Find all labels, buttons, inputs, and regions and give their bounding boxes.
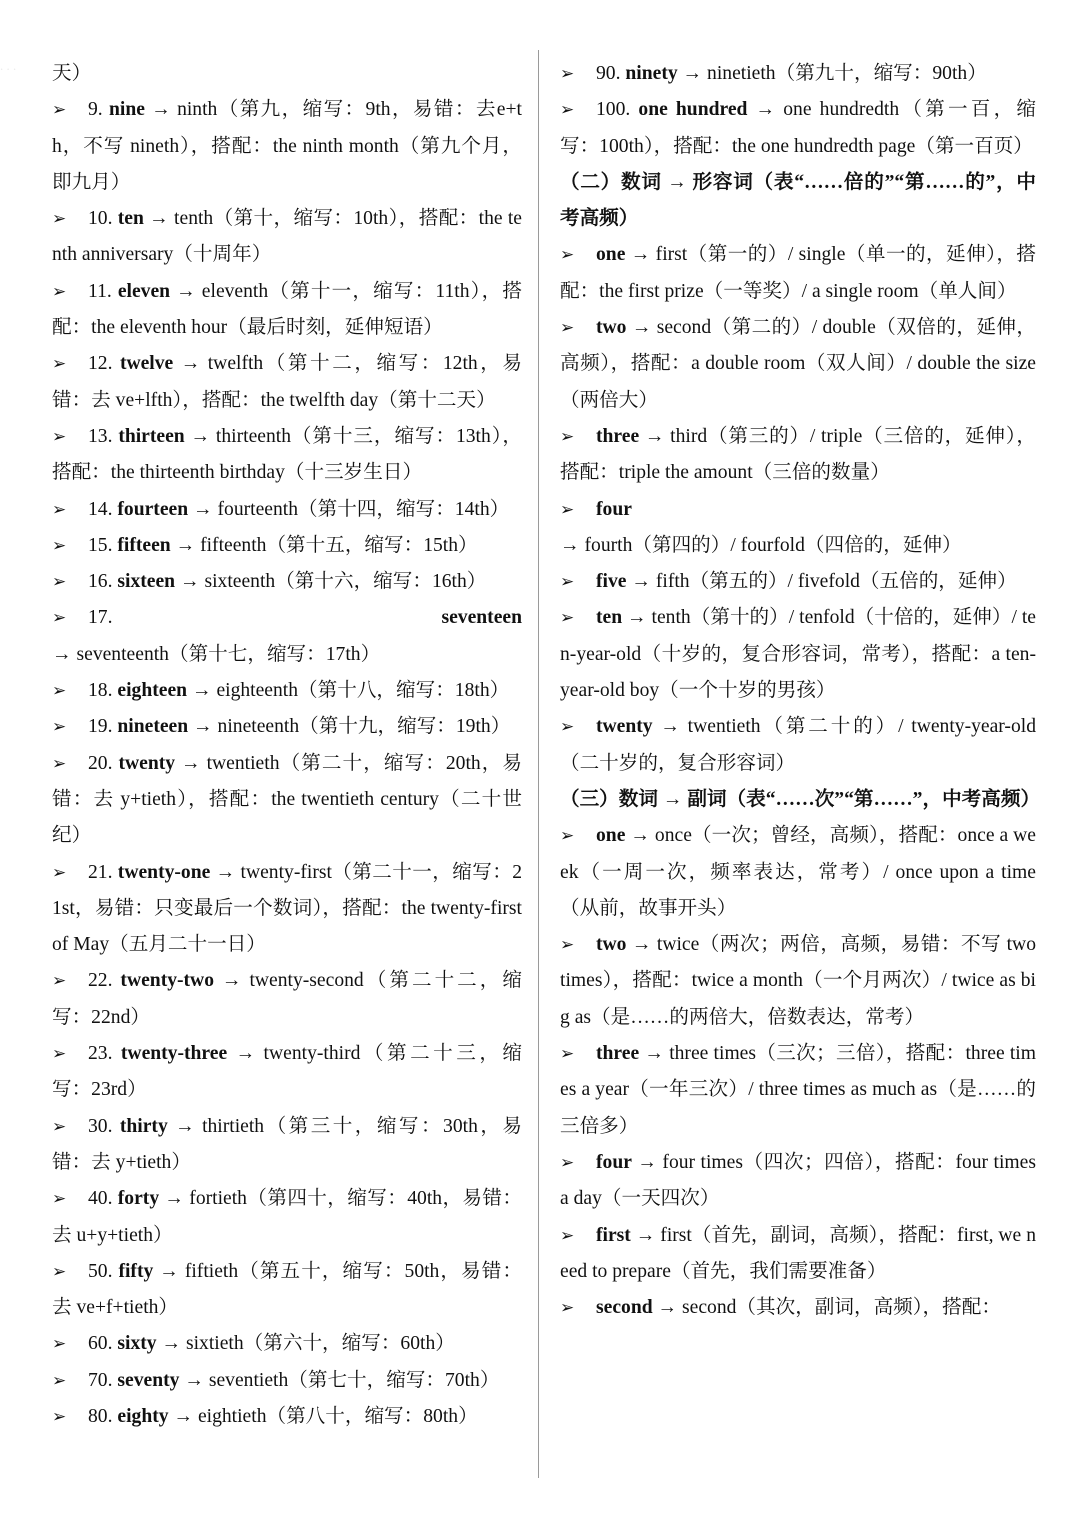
arrow-bullet-icon: ➢: [52, 681, 67, 702]
arrow-bullet-icon: ➢: [52, 426, 67, 447]
headword: eleven: [117, 280, 171, 302]
vocab-list-item: [560, 564, 1036, 600]
headword: first: [596, 1224, 631, 1246]
item-number: 50.: [88, 1260, 119, 1282]
arrow-bullet-icon: ➢: [560, 245, 575, 266]
item-description: → nineteenth（第十九，缩写：19th）: [188, 716, 511, 738]
vocab-list-item: [52, 274, 522, 347]
arrow-bullet-icon: ➢: [52, 1044, 67, 1065]
headword: fifteen: [117, 534, 171, 556]
item-number: 11.: [88, 280, 118, 302]
item-number: 14.: [88, 498, 118, 520]
headword: four: [596, 1151, 632, 1173]
item-description: → twentieth（第二十，缩写：20th，易错：去 y+tieth），搭配：the twentieth century（二十世纪）: [52, 752, 523, 847]
item-number: 10.: [88, 208, 118, 230]
arrow-bullet-icon: ➢: [52, 499, 67, 520]
headword: eighty: [117, 1405, 169, 1427]
headword: two: [596, 934, 627, 956]
vocab-list-item: [52, 1326, 522, 1362]
item-description: → once（一次；曾经，高频），搭配：once a week（一周一次，频率表达，常考）/ once upon a time（从前，故事开头）: [560, 825, 1036, 919]
item-number: 60.: [88, 1333, 118, 1355]
vocab-list-item: [52, 92, 522, 201]
arrow-bullet-icon: ➢: [560, 826, 575, 847]
arrow-bullet-icon: ➢: [52, 100, 67, 121]
arrow-bullet-icon: ➢: [52, 1116, 67, 1137]
item-number: 30.: [88, 1115, 120, 1137]
arrow-bullet-icon: ➢: [560, 717, 575, 738]
item-description: → thirteenth（第十三，缩写：13th），搭配：the thirteenth birthday（十三岁生日）: [52, 425, 523, 484]
item-number: 23.: [88, 1043, 121, 1065]
headword: sixty: [117, 1333, 157, 1355]
headword: nineteen: [117, 716, 189, 738]
vocab-list-item: [52, 564, 522, 600]
headword: twenty: [596, 716, 653, 738]
item-number: 17.: [88, 607, 442, 629]
headword: ten: [596, 607, 623, 629]
arrow-bullet-icon: ➢: [52, 354, 67, 375]
continued-text: 天）: [52, 63, 92, 84]
item-description: → fortieth（第四十，缩写：40th，易错：去 u+y+tieth）: [52, 1188, 522, 1246]
arrow-bullet-icon: ➢: [560, 935, 575, 956]
headword: twelve: [119, 353, 174, 375]
item-description: → eighteenth（第十八，缩写：18th）: [187, 680, 510, 702]
item-number: 40.: [88, 1188, 118, 1210]
vocab-list-item: [52, 600, 522, 673]
item-description: → three times（三次；三倍），搭配：three times a year（一年三次）/ three times as much as（是……的三倍多）: [560, 1043, 1036, 1137]
vocab-list-item: [52, 855, 522, 964]
arrow-bullet-icon: ➢: [560, 499, 575, 520]
arrow-bullet-icon: ➢: [52, 717, 67, 738]
headword: eighteen: [117, 680, 188, 702]
item-description: → twice（两次；两倍，高频，易错：不写 two times），搭配：twice a month（一个月两次）/ twice as big as（是……的两倍大，倍数表达，常考）: [560, 934, 1036, 1028]
item-description: → twenty-third（第二十三，缩写：23rd）: [52, 1043, 523, 1101]
item-description: → fifteenth（第十五，缩写：15th）: [170, 534, 478, 556]
vocab-list-item: [52, 1036, 522, 1109]
headword: twenty-two: [120, 970, 215, 992]
item-description: → second（其次，副词，高频），搭配：: [652, 1297, 1001, 1319]
arrow-bullet-icon: ➢: [560, 608, 575, 629]
vocab-list-item: [560, 818, 1036, 927]
vocab-list-item: [560, 1218, 1036, 1291]
headword: second: [596, 1297, 653, 1319]
vocab-list-item: [560, 419, 1036, 492]
headword: twenty-three: [120, 1043, 228, 1065]
arrow-bullet-icon: ➢: [52, 1406, 67, 1427]
section-heading: （三）数词 → 副词（表“……次”“第……”，中考高频）: [560, 788, 1041, 810]
item-number: 80.: [88, 1405, 118, 1427]
vocab-list-item: [560, 1290, 1036, 1326]
item-description: → twelfth（第十二，缩写：12th，易错：去 ve+lfth），搭配：the twelfth day（第十二天）: [52, 353, 522, 411]
vocab-list-item: [52, 346, 522, 419]
vocab-list-item: [560, 1036, 1036, 1145]
item-description: → tenth（第十，缩写：10th），搭配：the tenth anniversary（十周年）: [52, 208, 522, 266]
arrow-bullet-icon: ➢: [52, 1334, 67, 1355]
vocab-list-item: [52, 1254, 522, 1327]
headword: thirteen: [118, 425, 185, 447]
vocab-list-item: [560, 1145, 1036, 1218]
item-number: 15.: [88, 534, 118, 556]
headword: two: [596, 317, 627, 339]
arrow-bullet-icon: ➢: [52, 1189, 67, 1210]
arrow-bullet-icon: ➢: [560, 100, 575, 121]
arrow-bullet-icon: ➢: [52, 209, 67, 230]
headword: forty: [117, 1188, 160, 1210]
vocab-list-item: [52, 492, 522, 528]
item-number: 16.: [88, 571, 118, 593]
headword: fourteen: [117, 498, 189, 520]
arrow-bullet-icon: ➢: [52, 1370, 67, 1391]
headword: seventy: [117, 1369, 180, 1391]
vocab-list-item: [560, 237, 1036, 310]
item-number: 100.: [596, 99, 639, 121]
headword: one: [596, 244, 626, 266]
headword: thirty: [119, 1115, 168, 1137]
vocab-list-item: [560, 56, 1036, 92]
column-divider: [538, 50, 539, 1478]
vocab-list-item: [52, 1181, 522, 1254]
vocab-list-item: [52, 673, 522, 709]
item-number: 70.: [88, 1369, 118, 1391]
vocab-list-item: [52, 1399, 522, 1435]
item-description: → fourteenth（第十四，缩写：14th）: [188, 498, 510, 520]
arrow-bullet-icon: ➢: [52, 971, 67, 992]
vocab-list-item: [560, 600, 1036, 709]
arrow-bullet-icon: ➢: [560, 1044, 575, 1065]
arrow-bullet-icon: ➢: [560, 1225, 575, 1246]
arrow-bullet-icon: ➢: [560, 64, 575, 84]
arrow-bullet-icon: ➢: [560, 318, 575, 339]
item-number: 9.: [88, 99, 109, 121]
item-description: → thirtieth（第三十，缩写：30th，易错：去 y+tieth）: [52, 1115, 522, 1173]
arrow-bullet-icon: ➢: [52, 608, 67, 629]
vocab-list-item: [52, 963, 522, 1036]
item-description: → twentieth（第二十的）/ twenty-year-old（二十岁的，复合形容词）: [560, 716, 1036, 774]
headword: nine: [108, 99, 145, 121]
vocab-list-item: [52, 201, 522, 274]
item-number: 13.: [88, 425, 119, 447]
item-description: → fifth（第五的）/ fivefold（五倍的，延伸）: [626, 571, 1017, 593]
vocab-list-item: [560, 310, 1036, 419]
headword: five: [596, 571, 627, 593]
headword: fifty: [118, 1260, 154, 1282]
section-heading: （二）数词 → 形容词（表“……倍的”“第……的”，中考高频）: [560, 171, 1036, 230]
item-description: → tenth（第十的）/ tenfold（十倍的，延伸）/ ten-year-old（十岁的，复合形容词，常考），搭配：a ten-year-old boy（一个十岁的男孩）: [560, 607, 1036, 702]
arrow-bullet-icon: ➢: [560, 426, 575, 447]
item-description: → fiftieth（第五十，缩写：50th，易错：去 ve+f+tieth）: [52, 1260, 523, 1319]
item-description: → fourth（第四的）/ fourfold（四倍的，延伸）: [560, 534, 962, 556]
item-description: → eleventh（第十一，缩写：11th），搭配：the eleventh hour（最后时刻，延伸短语）: [52, 280, 522, 339]
faint-watermark-bleedthrough: . . .: [0, 58, 17, 73]
arrow-bullet-icon: ➢: [52, 535, 67, 556]
arrow-bullet-icon: ➢: [52, 281, 67, 302]
item-description: → ninetieth（第九十，缩写：90th）: [677, 63, 987, 84]
item-number: 22.: [88, 970, 121, 992]
item-description: → sixteenth（第十六，缩写：16th）: [175, 571, 487, 593]
headword: twenty: [118, 752, 176, 774]
vocab-list-item: [560, 709, 1036, 782]
vocab-list-item: [52, 528, 522, 564]
headword: ninety: [625, 63, 678, 84]
arrow-bullet-icon: ➢: [52, 753, 67, 774]
headword: twenty-one: [117, 861, 211, 883]
headword: four: [596, 498, 632, 520]
item-description: → eightieth（第八十，缩写：80th）: [168, 1405, 478, 1427]
headword: three: [596, 1043, 640, 1065]
right-column: [540, 0, 1080, 1528]
item-description: → seventieth（第七十，缩写：70th）: [179, 1369, 500, 1391]
vocab-list-item: [52, 709, 522, 745]
headword: one: [596, 825, 626, 847]
item-number: 12.: [88, 353, 120, 375]
vocab-list-item: [560, 492, 1036, 565]
item-description: → third（第三的）/ triple（三倍的，延伸），搭配：triple the amount（三倍的数量）: [560, 425, 1036, 484]
arrow-bullet-icon: ➢: [52, 862, 67, 883]
arrow-bullet-icon: ➢: [52, 1261, 67, 1282]
headword: ten: [117, 208, 144, 230]
item-description: → sixtieth（第六十，缩写：60th）: [156, 1333, 455, 1355]
item-number: 90.: [596, 63, 626, 84]
item-number: 21.: [88, 861, 118, 883]
item-description: → seventeenth（第十七，缩写：17th）: [52, 643, 381, 665]
vocab-list-item: [52, 1109, 522, 1182]
arrow-bullet-icon: ➢: [52, 572, 67, 593]
item-number: 20.: [88, 752, 119, 774]
item-description: → second（第二的）/ double（双倍的，延伸，高频），搭配：a double room（双人间）/ double the size（两倍大）: [560, 317, 1036, 411]
item-description: → ninth（第九，缩写：9th，易错：去e+th，不写 nineth），搭配：the ninth month（第九个月，即九月）: [52, 99, 523, 193]
headword: sixteen: [117, 571, 176, 593]
headword: seventeen: [441, 607, 522, 629]
item-description: → twenty-second（第二十二，缩写：22nd）: [52, 970, 523, 1028]
arrow-bullet-icon: ➢: [560, 1298, 575, 1319]
vocab-list-item: [52, 419, 522, 492]
headword: one hundred: [638, 99, 748, 121]
item-number: 18.: [88, 680, 118, 702]
item-description: → one hundredth（第一百，缩写：100th），搭配：the one hundredth page（第一百页）: [560, 99, 1036, 157]
item-description: → twenty-first（第二十一，缩写：21st，易错：只变最后一个数词），搭配：the twenty-first of May（五月二十一日）: [52, 861, 523, 956]
item-description: → four times（四次；四倍），搭配：four times a day（一天四次）: [560, 1151, 1036, 1210]
vocab-list-item: [560, 92, 1036, 165]
item-number: 19.: [88, 716, 118, 738]
item-description: → first（第一的）/ single（单一的，延伸），搭配：the first prize（一等奖）/ a single room（单人间）: [560, 244, 1036, 302]
item-description: → first（首先，副词，高频），搭配：first, we need to prepare（首先，我们需要准备）: [560, 1224, 1036, 1282]
arrow-bullet-icon: ➢: [560, 1152, 575, 1173]
headword: three: [596, 425, 640, 447]
vocab-list-item: [560, 927, 1036, 1036]
vocab-list-item: [52, 1363, 522, 1399]
vocab-list-item: [52, 746, 522, 855]
arrow-bullet-icon: ➢: [560, 572, 575, 593]
